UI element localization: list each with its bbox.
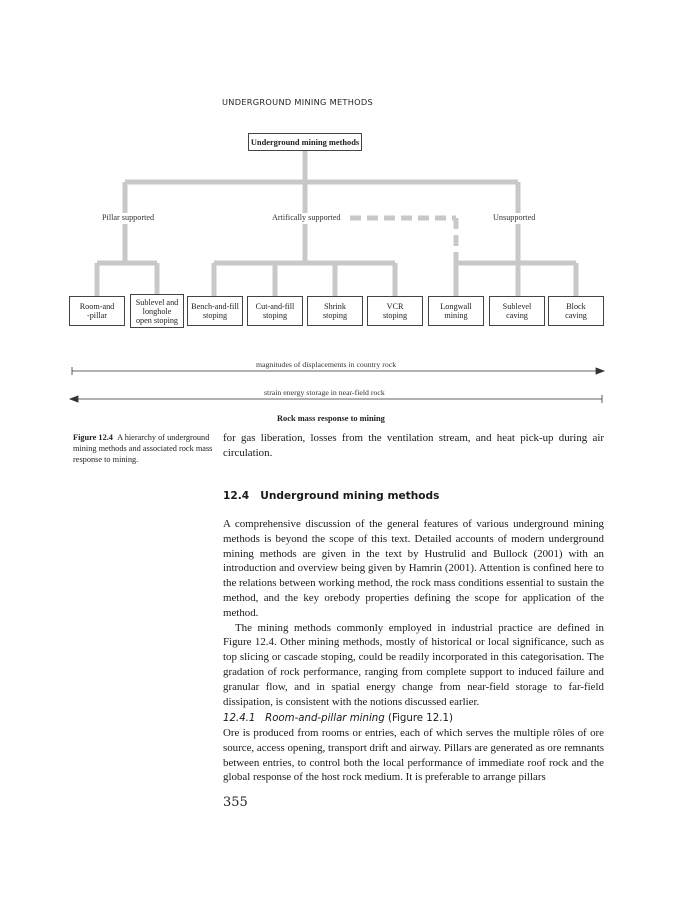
figure-caption [73,432,215,465]
method-cut-and-fill: Cut-and-fill stoping [247,296,303,326]
figure-label: Figure 12.4 [73,433,113,442]
subsection-title: Room-and-pillar mining [265,713,385,724]
running-header: UNDERGROUND MINING METHODS [222,97,374,107]
method-room-and-pillar: Room-and -pillar [69,296,125,326]
branch-pillar-supported: Pillar supported [102,213,155,222]
section-number: 12.4 [223,490,250,502]
method-longwall: Longwall mining [428,296,484,326]
section-body [223,517,604,709]
subsection-number: 12.4.1 [223,713,256,724]
subsection-ref: (Figure 12.1) [387,713,453,724]
energy-label: strain energy storage in near-field rock [264,388,385,397]
subsection-paragraph: Ore is produced from rooms or entries, each of which serves the multiple rôles of ore source, access opening, transport drift and airway. Pillars are generated as ore remnants between entries, to control both the local performance of immediate roof rock and the global response of the host rock medium. It is preferable to arrange pillars [223,727,604,784]
hierarchy-diagram [0,0,674,420]
method-sublevel-caving: Sublevel caving [489,296,545,326]
method-shrink: Shrink stoping [307,296,363,326]
displacement-arrowhead [596,368,604,374]
section-title: Underground mining methods [260,490,440,502]
figure-caption-text: A hierarchy of underground mining methods and associated rock mass response to mining. [73,433,213,464]
displacement-label: magnitudes of displacements in country rock [256,360,397,369]
root-node [248,133,362,151]
root-label: Underground mining methods [250,137,360,147]
axis-caption: Rock mass response to mining [277,414,385,423]
energy-arrowhead [70,396,78,402]
section-heading [223,490,439,502]
method-sublevel-longhole: Sublevel and longhole open stoping [130,294,184,328]
paragraph-2: The mining methods commonly employed in industrial practice are defined in Figure 12.4. Other mining methods, mostly of historical or local significance, such as top slicing or cascade stoping, could be readily incorporated in this categorisation. The gradation of rock performance, ranging from complete support to induced failure and granular flow, and in spatial energy change from near-field storage to far-field dissipation, is consistent with the notions discussed earlier. [223,621,604,708]
branch-artificially-supported: Artifically supported [272,213,341,222]
subsection-heading [223,713,453,724]
method-vcr: VCR stoping [367,296,423,326]
method-bench-and-fill: Bench-and-fill stoping [187,296,243,326]
continuation-paragraph: for gas liberation, losses from the ventilation stream, and heat pick-up during air circulation. [223,432,604,459]
page-number: 355 [223,795,248,810]
subsection-body [223,726,604,785]
branch-unsupported: Unsupported [493,213,536,222]
paragraph-1: A comprehensive discussion of the general features of various underground mining methods is beyond the scope of this text. Detailed accounts of modern underground mining methods are given in the text by Hustrulid and Bullock (2001) with an introduction and overview being given by Hamrin (2001). Attention is confined here to the relations between working method, the rock mass conditions essential to sustain the method, and the key orebody properties defining the scope for application of the method. [223,518,604,619]
method-block-caving: Block caving [548,296,604,326]
